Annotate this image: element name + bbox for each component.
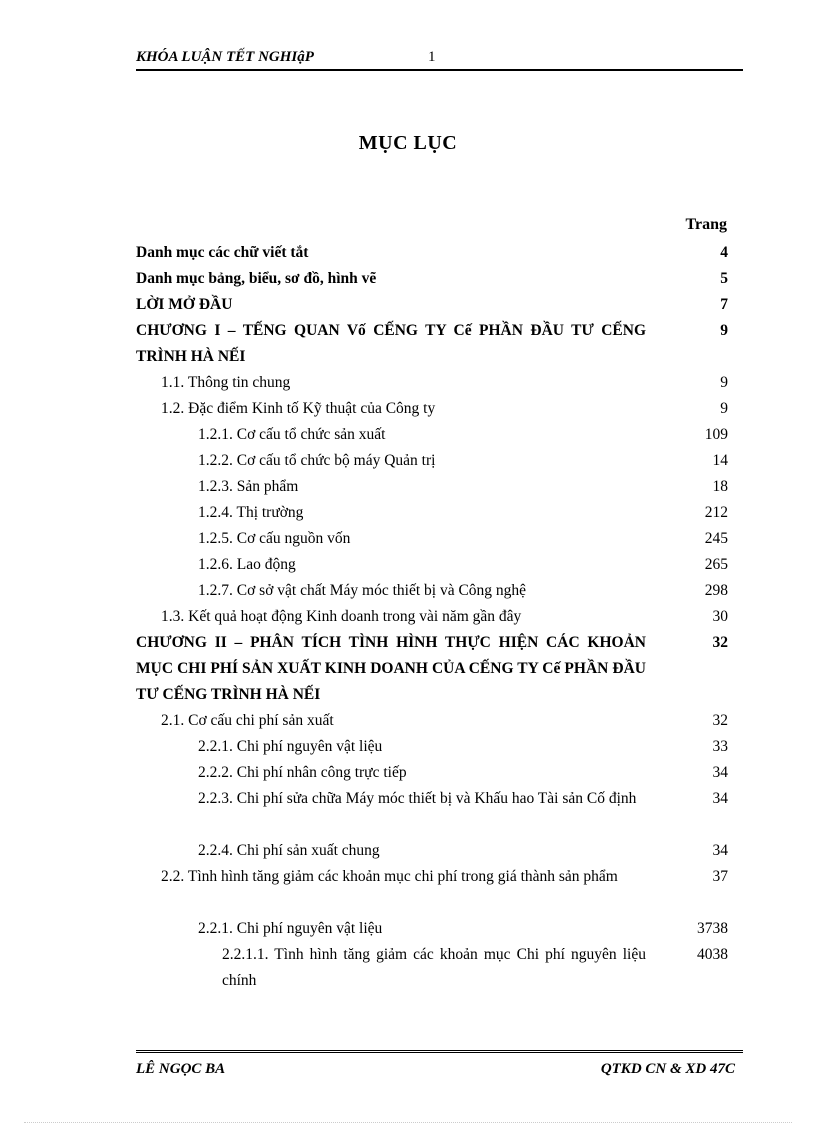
toc-entry-page: 265 — [704, 556, 728, 573]
page-footer — [136, 1050, 743, 1077]
toc-entry-page: 109 — [704, 426, 728, 443]
toc-entry-page: 245 — [704, 530, 728, 547]
toc-entry-text: CHƯƠNG II – PHÂN TÍCH TÌNH HÌNH THỰC HIỆN CÁC KHOẢN MỤC CHI PHÍ SẢN XUẤT KINH DOANH CỦA CẾNG TY Cế PHẦN ĐẦU TƯ CẾNG TRÌNH HÀ NẾI — [136, 634, 646, 703]
toc-entry-text: 2.2.3. Chi phí sửa chữa Máy móc thiết bị và Khấu hao Tài sản Cố định — [198, 790, 637, 807]
toc-entry-page: 34 — [712, 764, 728, 781]
toc-entry-text: 1.2.3. Sản phẩm — [198, 478, 299, 495]
toc-entry-text: 1.2.5. Cơ cấu nguồn vốn — [198, 530, 351, 547]
toc-entry-text: 1.1. Thông tin chung — [161, 374, 291, 391]
toc-entry-text: 2.1. Cơ cấu chi phí sản xuất — [161, 712, 334, 729]
header-title: KHÓA LUẬN TẾT NGHIậP — [136, 49, 314, 65]
toc-entry-page: 9 — [720, 322, 728, 339]
toc-entry-page: 9 — [720, 374, 728, 391]
toc-entry-text: 1.2.1. Cơ cấu tổ chức sản xuất — [198, 426, 386, 443]
toc-entry-page: 9 — [720, 400, 728, 417]
page-title: MỤC LỤC — [358, 132, 458, 154]
header-page-number: 1 — [428, 49, 436, 65]
toc-entry-page: 7 — [720, 296, 728, 313]
toc-entry-page: 34 — [712, 790, 728, 807]
footer-author: LÊ NGỌC BA — [136, 1061, 226, 1077]
toc-entry-page: 32 — [712, 712, 728, 729]
footer-class: QTKD CN & XD 47C — [600, 1061, 735, 1077]
toc-entry-page: 37 — [712, 868, 728, 885]
toc-entry-text: CHƯƠNG I – TẾNG QUAN Vố CẾNG TY Cế PHẦN ĐẦU TƯ CẾNG TRÌNH HÀ NẾI — [136, 322, 646, 365]
toc-entry-text: 1.2.6. Lao động — [198, 556, 296, 573]
toc-entry-page: 4038 — [697, 946, 728, 963]
toc-entry-text: 1.2.7. Cơ sở vật chất Máy móc thiết bị và Công nghệ — [198, 582, 527, 599]
toc-entry-text: 2.2.1. Chi phí nguyên vật liệu — [198, 920, 383, 937]
toc-entry-text: LỜI MỞ ĐẦU — [136, 296, 233, 313]
toc-entry-text: 1.3. Kết quả hoạt động Kinh doanh trong vài năm gần đây — [161, 608, 522, 625]
toc-entry-text: 2.2.1.1. Tình hình tăng giảm các khoản mục Chi phí nguyên liệu chính — [222, 946, 646, 989]
toc-entry-text: 1.2.2. Cơ cấu tổ chức bộ máy Quản trị — [198, 452, 436, 469]
toc-entry-page: 33 — [712, 738, 728, 755]
toc-entry-page: 14 — [712, 452, 728, 469]
toc-entry-page: 5 — [720, 270, 728, 287]
toc-entry-text: 1.2. Đặc điểm Kinh tố Kỹ thuật của Công ty — [161, 400, 436, 417]
toc-entry-page: 3738 — [697, 920, 728, 937]
toc-entry-text: 2.2. Tình hình tăng giảm các khoản mục chi phí trong giá thành sản phẩm — [161, 868, 618, 885]
toc-entry-text: Danh mục các chữ viết tắt — [136, 244, 309, 261]
toc-entry-page: 30 — [712, 608, 728, 625]
toc-entry-page: 34 — [712, 842, 728, 859]
toc-entry-text: 1.2.4. Thị trường — [198, 504, 304, 521]
toc-entry-text: Danh mục bảng, biểu, sơ đồ, hình vẽ — [136, 270, 377, 287]
toc-entry-text: 2.2.1. Chi phí nguyên vật liệu — [198, 738, 383, 755]
toc-entry-text: 2.2.2. Chi phí nhân công trực tiếp — [198, 764, 407, 781]
toc-entry-page: 4 — [720, 244, 728, 261]
toc-entry-page: 18 — [712, 478, 728, 495]
toc-entry-text: 2.2.4. Chi phí sản xuất chung — [198, 842, 380, 859]
toc-entry-page: 298 — [704, 582, 728, 599]
page-column-label: Trang — [685, 216, 727, 233]
toc-entry-page: 212 — [704, 504, 728, 521]
page-header — [136, 49, 743, 71]
toc-entry-page: 32 — [712, 634, 728, 651]
